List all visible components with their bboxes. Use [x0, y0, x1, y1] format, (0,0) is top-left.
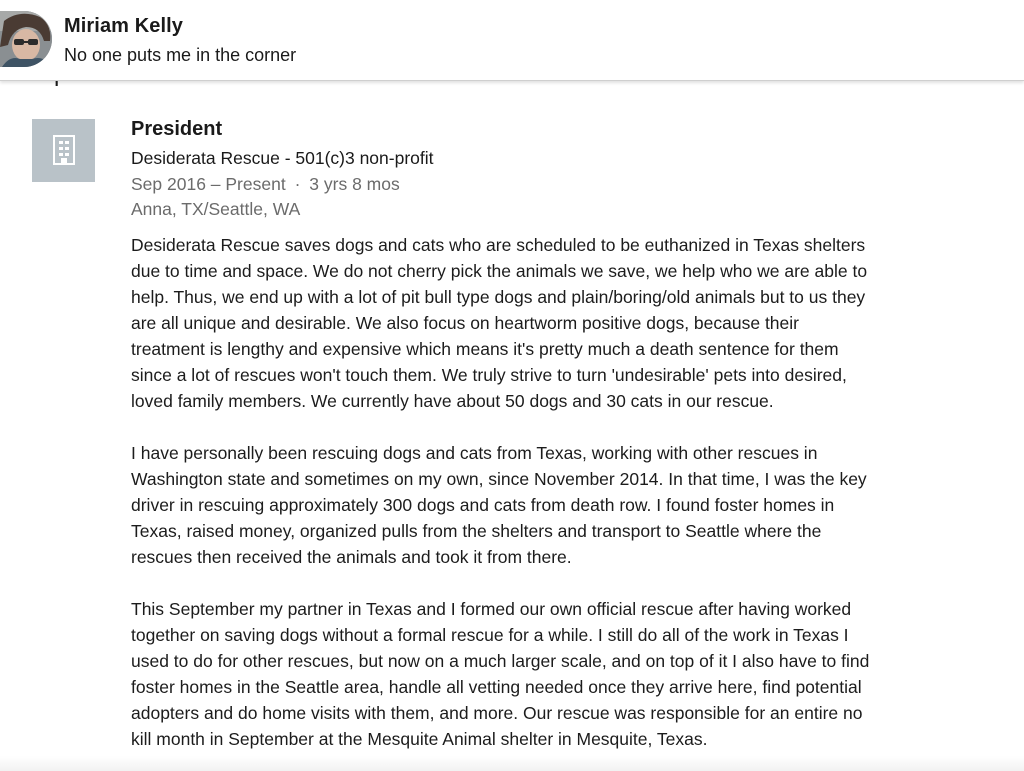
avatar[interactable] [0, 11, 52, 67]
description-line: Washington state and sometimes on my own, since November 2014. In that time, I was the key [131, 469, 867, 489]
description-line: help. Thus, we end up with a lot of pit bull type dogs and plain/boring/old animals but to us they [131, 287, 866, 307]
description-line: used to do for other rescues, but now on a much larger scale, and on top of it I also have to find [131, 651, 870, 671]
employment-dates [131, 174, 400, 195]
description-line: driver in rescuing approximately 300 dogs and cats from death row. I found foster homes in [131, 495, 835, 515]
description-line: This September my partner in Texas and I formed our own official rescue after having worked [131, 599, 852, 619]
description-line: Desiderata Rescue saves dogs and cats who are scheduled to be euthanized in Texas shelters [131, 235, 866, 255]
description-line: foster homes in the Seattle area, handle all vetting needed once they arrive here, find potential [131, 677, 862, 697]
job-description [131, 232, 1011, 771]
description-paragraph [131, 440, 1011, 570]
duration: 3 yrs 8 mos [309, 174, 400, 194]
bottom-fade [0, 756, 1024, 771]
company-logo[interactable] [32, 119, 95, 182]
description-line: since a lot of rescues won't touch them. We truly strive to turn 'undesirable' pets into desired, [131, 365, 847, 385]
description-line: together on saving dogs without a formal rescue for a while. I still do all of the work in Texas I [131, 625, 849, 645]
date-range: Sep 2016 – Present [131, 174, 286, 194]
description-line: are all unique and desirable. We also focus on heartworm positive dogs, because their [131, 313, 799, 333]
description-paragraph [131, 596, 1011, 752]
description-line: rescues then received the animals and took it from there. [131, 547, 572, 567]
sticky-profile-header [0, 0, 1024, 81]
job-location: Anna, TX/Seattle, WA [131, 199, 301, 219]
date-separator: · [294, 174, 301, 194]
profile-photo-icon [0, 11, 52, 67]
description-line: treatment is lengthy and expensive which means it's pretty much a death sentence for them [131, 339, 839, 359]
description-line: loved family members. We currently have about 50 dogs and 30 cats in our rescue. [131, 391, 774, 411]
description-paragraph [131, 232, 1011, 414]
profile-headline: No one puts me in the corner [64, 45, 297, 65]
description-line: adopters and do home visits with them, and more. Our rescue was responsible for an entire no [131, 703, 863, 723]
building-icon [52, 135, 76, 165]
profile-name[interactable]: Miriam Kelly [64, 15, 184, 37]
description-line: due to time and space. We do not cherry pick the animals we save, we help who we are able to [131, 261, 868, 281]
description-line: I have personally been rescuing dogs and cats from Texas, working with other rescues in [131, 443, 818, 463]
position-title: President [131, 118, 223, 140]
description-line: kill month in September at the Mesquite Animal shelter in Mesquite, Texas. [131, 729, 708, 749]
description-line: Texas, raised money, organized pulls from the shelters and transport to Seattle where the [131, 521, 822, 541]
company-name[interactable]: Desiderata Rescue - 501(c)3 non-profit [131, 148, 434, 168]
